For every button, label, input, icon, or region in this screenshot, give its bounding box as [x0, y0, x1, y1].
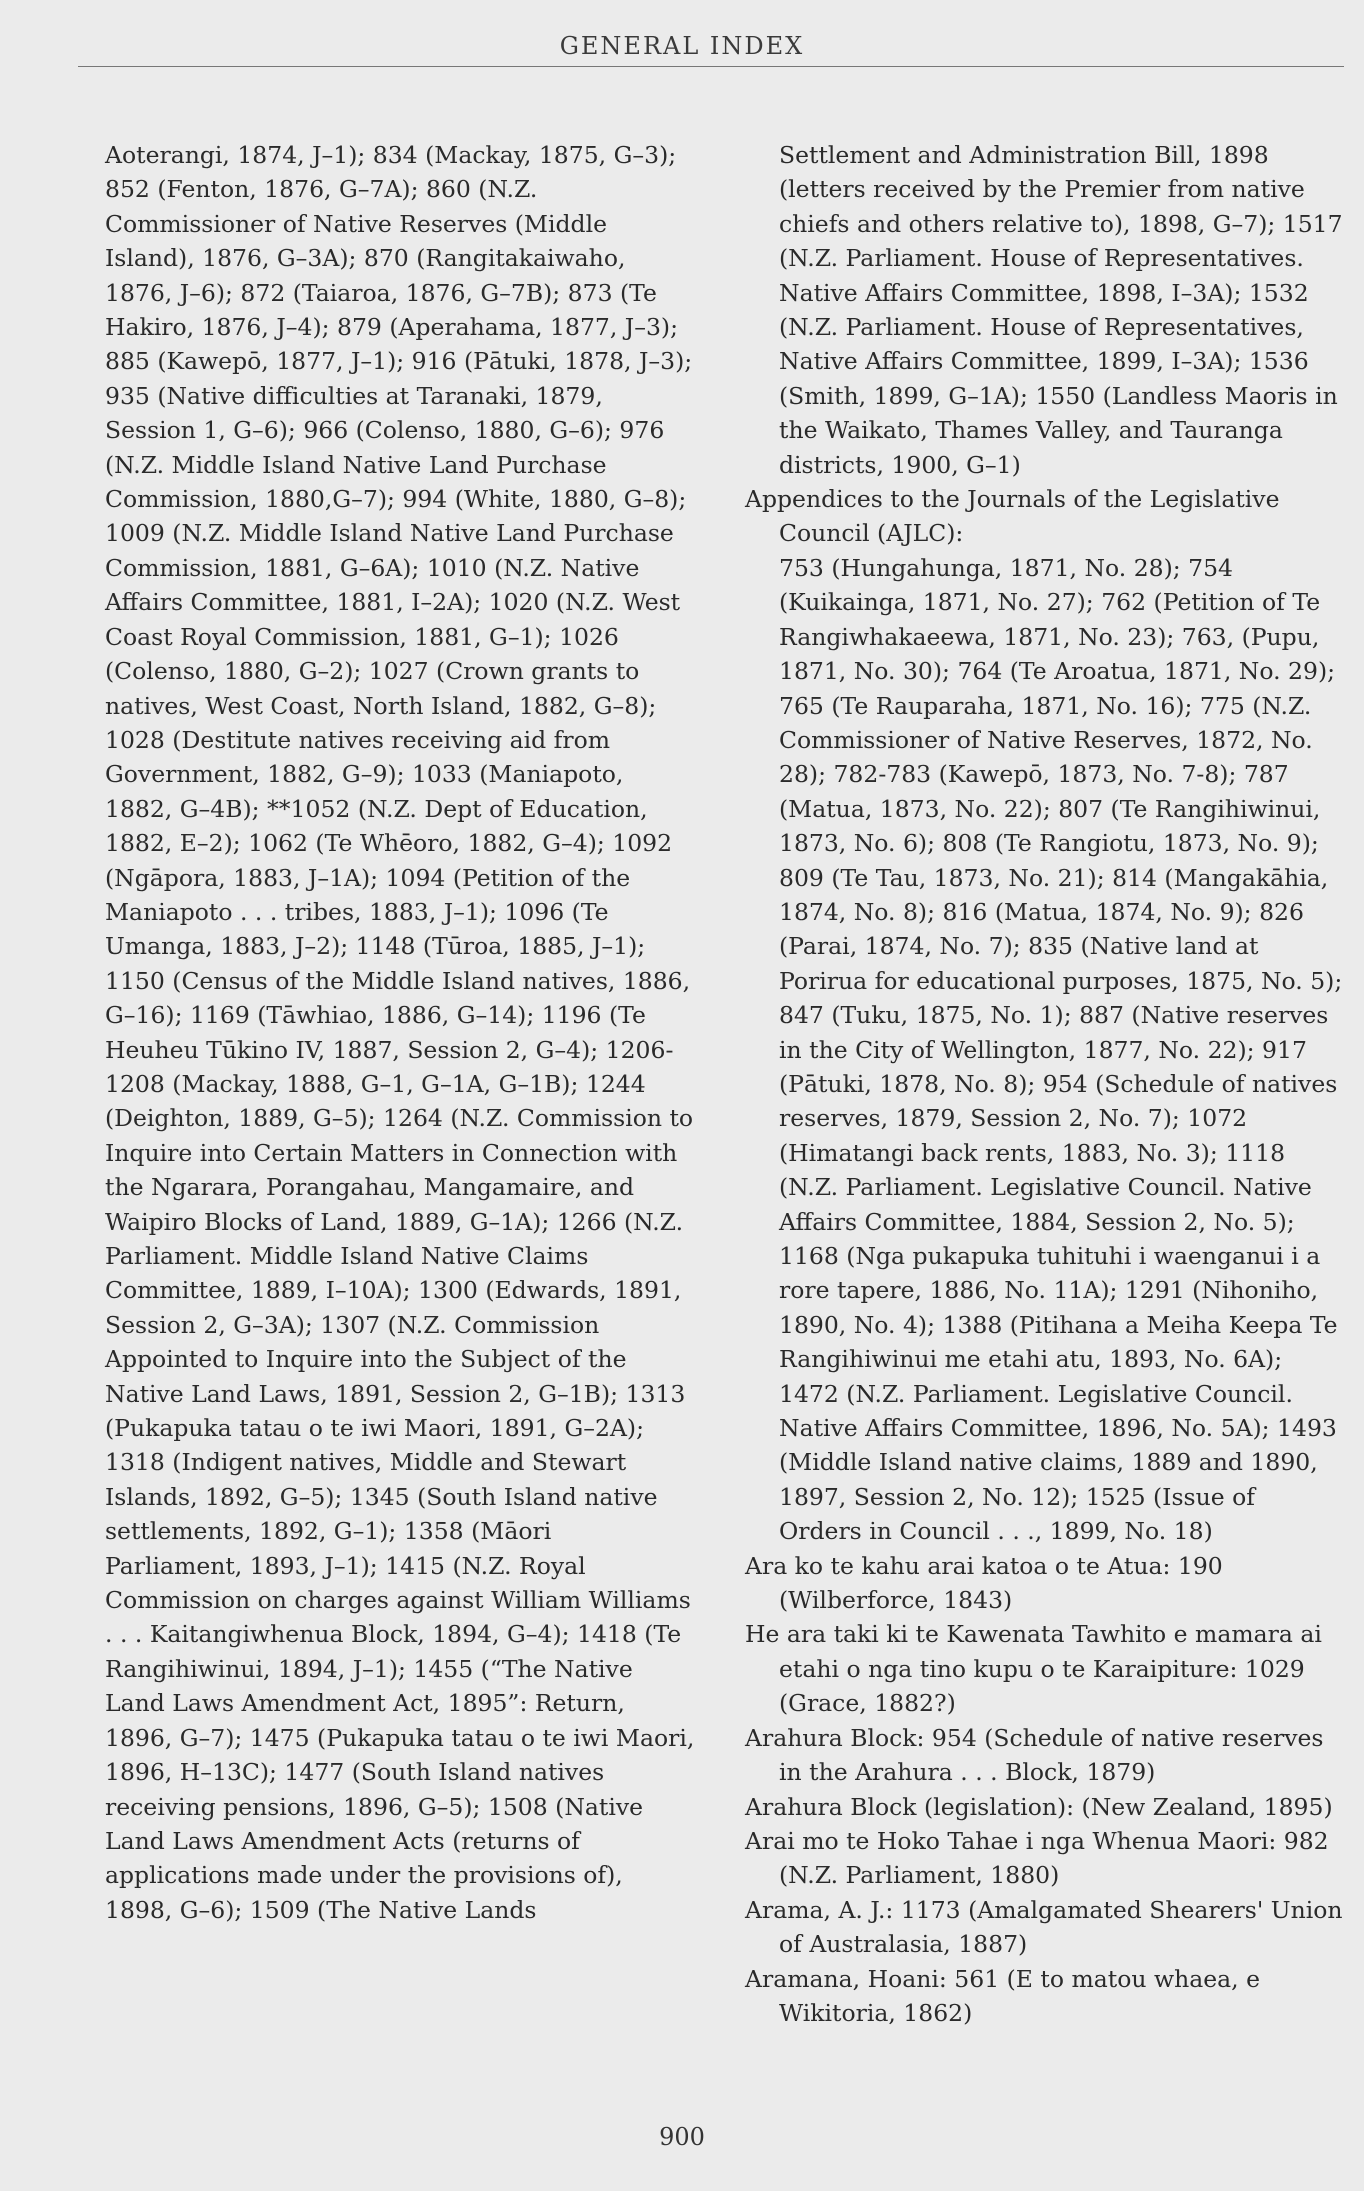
right-column	[745, 138, 1345, 2030]
index-entry-body: 753 (Hungahunga, 1871, No. 28); 754 (Kuikainga, 1871, No. 27); 762 (Petition of Te Rangiwhakaeewa, 1871, No. 23); 763, (Pupu, 1871, No. 30); 764 (Te Aroatua, 1871, No. 29); 765 (Te Rauparaha, 1871, No. 16); 775 (N.Z. Commissioner of Native Reserves, 1872, No. 28); 782-783 (Kawepō, 1873, No. 7-8); 787 (Matua, 1873, No. 22); 807 (Te Rangihiwinui, 1873, No. 6); 808 (Te Rangiotu, 1873, No. 9); 809 (Te Tau, 1873, No. 21); 814 (Mangakāhia, 1874, No. 8); 816 (Matua, 1874, No. 9); 826 (Parai, 1874, No. 7); 835 (Native land at Porirua for educational purposes, 1875, No. 5); 847 (Tuku, 1875, No. 1); 887 (Native reserves in the City of Wellington, 1877, No. 22); 917 (Pātuki, 1878, No. 8); 954 (Schedule of natives reserves, 1879, Session 2, No. 7); 1072 (Himatangi back rents, 1883, No. 3); 1118 (N.Z. Parliament. Legislative Council. Native Affairs Committee, 1884, Session 2, No. 5); 1168 (Nga pukapuka tuhituhi i waenganui i a rore tapere, 1886, No. 11A); 1291 (Nihoniho, 1890, No. 4); 1388 (Pitihana a Meiha Keepa Te Rangihiwinui me etahi atu, 1893, No. 6A); 1472 (N.Z. Parliament. Legislative Council. Native Affairs Committee, 1896, No. 5A); 1493 (Middle Island native claims, 1889 and 1890, 1897, Session 2, No. 12); 1525 (Issue of Orders in Council . . ., 1899, No. 18)	[779, 553, 1343, 1546]
index-entry: Ara ko te kahu arai katoa o te Atua: 190 (Wilberforce, 1843)	[745, 1551, 1223, 1615]
index-entry: Arama, A. J.: 1173 (Amalgamated Shearers' Union of Australasia, 1887)	[745, 1895, 1343, 1959]
page-number: 900	[659, 2123, 705, 2151]
index-entry: Arahura Block: 954 (Schedule of native reserves in the Arahura . . . Block, 1879)	[745, 1723, 1324, 1787]
left-column	[105, 138, 695, 1927]
index-entry: Aramana, Hoani: 561 (E to matou whaea, e Wikitoria, 1862)	[745, 1964, 1260, 2027]
index-entry: Arai mo te Hoko Tahae i nga Whenua Maori: 982 (N.Z. Parliament, 1880)	[745, 1826, 1329, 1890]
index-entry: Arahura Block (legislation): (New Zealand, 1895)	[745, 1792, 1333, 1821]
running-header: GENERAL INDEX	[559, 32, 805, 60]
index-entry: He ara taki ki te Kawenata Tawhito e mamara ai etahi o nga tino kupu o te Karaipiture: 1029 (Grace, 1882?)	[745, 1620, 1322, 1718]
index-entry	[745, 482, 1345, 551]
header-rule	[78, 66, 1344, 67]
index-entry-head: Appendices to the Journals of the Legislative Council (AJLC):	[745, 485, 1280, 548]
left-column-text: Aoterangi, 1874, J–1); 834 (Mackay, 1875, G–3); 852 (Fenton, 1876, G–7A); 860 (N.Z. Commissioner of Native Reserves (Middle Island), 1876, G–3A); 870 (Rangitakaiwaho, 1876, J–6); 872 (Taiaroa, 1876, G–7B); 873 (Te Hakiro, 1876, J–4); 879 (Aperahama, 1877, J–3); 885 (Kawepō, 1877, J–1); 916 (Pātuki, 1878, J–3); 935 (Native difficulties at Taranaki, 1879, Session 1, G–6); 966 (Colenso, 1880, G–6); 976 (N.Z. Middle Island Native Land Purchase Commission, 1880,G–7); 994 (White, 1880, G–8); 1009 (N.Z. Middle Island Native Land Purchase Commission, 1881, G–6A); 1010 (N.Z. Native Affairs Committee, 1881, I–2A); 1020 (N.Z. West Coast Royal Commission, 1881, G–1); 1026 (Colenso, 1880, G–2); 1027 (Crown grants to natives, West Coast, North Island, 1882, G–8); 1028 (Destitute natives receiving aid from Government, 1882, G–9); 1033 (Maniapoto, 1882, G–4B); **1052 (N.Z. Dept of Education, 1882, E–2); 1062 (Te Whēoro, 1882, G–4); 1092 (Ngāpora, 1883, J–1A); 1094 (Petition of the Maniapoto . . . tribes, 1883, J–1); 1096 (Te Umanga, 1883, J–2); 1148 (Tūroa, 1885, J–1); 1150 (Census of the Middle Island natives, 1886, G–16); 1169 (Tāwhiao, 1886, G–14); 1196 (Te Heuheu Tūkino IV, 1887, Session 2, G–4); 1206-1208 (Mackay, 1888, G–1, G–1A, G–1B); 1244 (Deighton, 1889, G–5); 1264 (N.Z. Commission to Inquire into Certain Matters in Connection with the Ngarara, Porangahau, Mangamaire, and Waipiro Blocks of Land, 1889, G–1A); 1266 (N.Z. Parliament. Middle Island Native Claims Committee, 1889, I–10A); 1300 (Edwards, 1891, Session 2, G–3A); 1307 (N.Z. Commission Appointed to Inquire into the Subject of the Native Land Laws, 1891, Session 2, G–1B); 1313 (Pukapuka tatau o te iwi Maori, 1891, G–2A); 1318 (Indigent natives, Middle and Stewart Islands, 1892, G–5); 1345 (South Island native settlements, 1892, G–1); 1358 (Māori Parliament, 1893, J–1); 1415 (N.Z. Royal Commission on charges against William Williams . . . Kaitangiwhenua Block, 1894, G–4); 1418 (Te Rangihiwinui, 1894, J–1); 1455 (“The Native Land Laws Amendment Act, 1895”: Return, 1896, G–7); 1475 (Pukapuka tatau o te iwi Maori, 1896, H–13C); 1477 (South Island natives receiving pensions, 1896, G–5); 1508 (Native Land Laws Amendment Acts (returns of applications made under the provisions of), 1898, G–6); 1509 (The Native Lands	[105, 141, 695, 1924]
right-column-continuation: Settlement and Administration Bill, 1898 (letters received by the Premier from native chiefs and others relative to), 1898, G–7); 1517 (N.Z. Parliament. House of Representatives. Native Affairs Committee, 1898, I–3A); 1532 (N.Z. Parliament. House of Representatives, Native Affairs Committee, 1899, I–3A); 1536 (Smith, 1899, G–1A); 1550 (Landless Maoris in the Waikato, Thames Valley, and Tauranga districts, 1900, G–1)	[779, 141, 1343, 479]
